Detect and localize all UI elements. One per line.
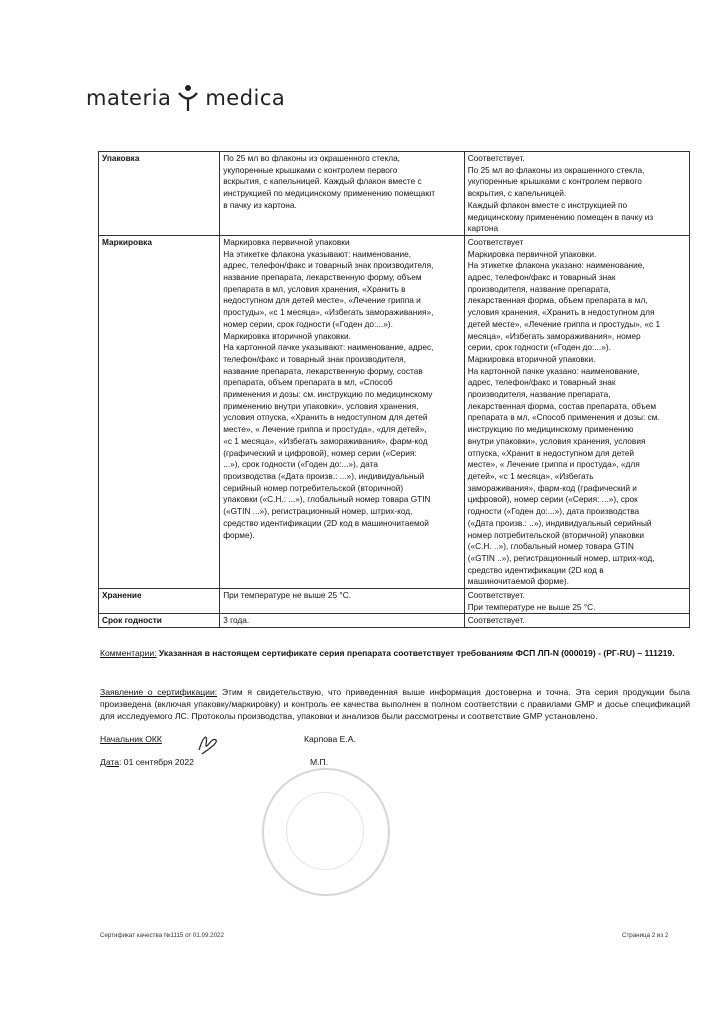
cell-line: машиночитаемой форме).	[467, 576, 569, 587]
logo-text-left: materia	[86, 86, 172, 110]
result-cell	[464, 614, 689, 628]
cell-line: инструкцией по медицинскому применению помещают	[223, 188, 436, 199]
row-label: Упаковка	[99, 152, 220, 236]
cell-line: упаковки («С.Н.: ...»), глобальный номер товара GTIN	[223, 494, 431, 505]
cell-line: лекарственная форма, объем препарата в мл,	[467, 295, 648, 306]
statement-text: Этим я свидетельствую, что приведенная выше информация достоверна и точна. Эта серия продукции была произведена (включая упаковку/маркировку) и контроль ее качества выполнен в полном соответствии с правилами GMP и досье спецификаций для исследуемого ЛС. Протоколы производства, упаковки и анализов были рассмотрены и соответствие GMP установлено.	[100, 687, 690, 721]
cell-line: Соответствует.	[467, 615, 525, 626]
cell-line: применения и дозы: см. инструкцию по медицинскому	[223, 389, 433, 400]
logo-text-right: medica	[205, 86, 286, 110]
cell-line: средство идентификации (2D код в машиночитаемой	[223, 517, 429, 528]
requirement-cell	[220, 152, 464, 236]
date-value: : 01 сентября 2022	[119, 757, 194, 767]
cell-line: серии, срок годности («Годен до:...»).	[467, 342, 611, 353]
cell-line: адрес, телефон/факс и товарный знак	[467, 272, 616, 283]
cell-line: простуды», «с 1 месяца», «Избегать замораживания»,	[223, 307, 434, 318]
table-row	[99, 152, 690, 236]
cell-line: вскрытия, с капельницей. Каждый флакон вместе с	[223, 176, 422, 187]
cell-line: Соответствует	[467, 236, 524, 247]
cell-line: средство идентификации (2D код в	[467, 564, 604, 575]
comment-text: Указанная в настоящем сертификате серия препарата соответствует требованиям ФСП ЛП-N (000019) - (РГ-RU) – 111219.	[156, 648, 675, 658]
footer-page-number: Страница 2 из 2	[622, 932, 669, 939]
cell-line: цифровой), номер серии («Серия: ...»), срок	[467, 494, 638, 505]
official-stamp	[262, 768, 390, 896]
cell-line: производства («Дата произв.: ...»), индивидуальный	[223, 470, 425, 481]
cell-line: Каждый флакон вместе с инструкцией по	[467, 199, 628, 210]
cell-line: форме).	[223, 529, 255, 540]
cell-line: недоступном для детей месте», «Лечение гриппа и	[223, 295, 421, 306]
cell-line: адрес, телефон/факс и товарный знак	[467, 377, 616, 388]
signatory-role: Начальник ОКК	[100, 734, 162, 744]
cell-line: укупоренные крышками с контролем первого	[223, 164, 398, 175]
cell-line: ...»), срок годности («Годен до:...»), дата	[223, 459, 378, 470]
cell-line: название препарата, лекарственную форму, объем	[223, 272, 422, 283]
cell-line: месяца», «Избегать замораживания», номер	[467, 330, 641, 341]
cell-line: («Дата произв.: ..»), индивидуальный серийный	[467, 517, 652, 528]
statement-label: Заявление о сертификации:	[100, 687, 218, 697]
cell-line: годности («Годен до:...»), дата производства	[467, 506, 640, 517]
cell-line: в пачку из картона.	[223, 199, 297, 210]
cell-line: На этикетке флакона указывают: наименование,	[223, 248, 412, 259]
logo-figure-icon	[177, 84, 199, 112]
cell-line: адрес, телефон/факс и товарный знак производителя,	[223, 260, 434, 271]
cell-line: инструкцию по медицинскому применению	[467, 424, 634, 435]
cell-line: На картонной пачке указано: наименование,	[467, 365, 640, 376]
cell-line: месте», « Лечение гриппа и простуда», «для	[467, 459, 640, 470]
cell-line: медицинскому применению помещен в пачку из	[467, 211, 654, 222]
signature-icon	[196, 730, 220, 756]
cell-line: лекарственная форма, состав препарата, объем	[467, 400, 657, 411]
signatory-name: Карпова Е.А.	[304, 734, 356, 744]
cell-line: внутри упаковки», условия хранения, условия	[467, 435, 646, 446]
cell-line: отпуска, «Хранит в недоступном для детей	[467, 447, 635, 458]
specification-table	[98, 151, 690, 628]
cell-line: производителя, название препарата,	[467, 389, 611, 400]
requirement-cell	[220, 614, 464, 628]
cell-line: условия отпуска, «Хранить в недоступном для детей	[223, 412, 428, 423]
certification-statement	[100, 686, 690, 722]
table-row	[99, 614, 690, 628]
requirement-cell	[220, 589, 464, 614]
cell-line: По 25 мл во флаконы из окрашенного стекла,	[467, 164, 645, 175]
row-label: Хранение	[99, 589, 220, 614]
cell-line: («С.Н. ..»), глобальный номер товара GTIN	[467, 541, 634, 552]
cell-line: номер серии, срок годности («Годен до:...»).	[223, 318, 393, 329]
cell-line: препарата, объем препарата в мл, «Способ	[223, 377, 393, 388]
cell-line: укупоренные крышками с контролем первого	[467, 176, 642, 187]
cell-line: месте», « Лечение гриппа и простуда», «для детей»,	[223, 424, 427, 435]
comment-paragraph	[100, 647, 690, 659]
cell-line: При температуре не выше 25 °С.	[467, 601, 596, 612]
cell-line: условия хранения, «Хранить в недоступном для	[467, 307, 655, 318]
row-label: Маркировка	[99, 235, 220, 588]
cell-line: По 25 мл во флаконы из окрашенного стекла,	[223, 153, 400, 163]
cell-line: «с 1 месяца», «Избегать замораживания», фарм-код	[223, 435, 428, 446]
cell-line: Маркировка первичной упаковки.	[467, 248, 597, 259]
date-label: Дата	[100, 757, 120, 767]
cell-line: картона	[467, 223, 499, 234]
result-cell	[464, 235, 689, 588]
date-line	[100, 757, 194, 767]
cell-line: замораживания», фарм-код (графический и	[467, 482, 637, 493]
cell-line: препарата в мл, условия хранения, «Хранить в	[223, 283, 406, 294]
cell-line: название препарата, лекарственную форму, состав	[223, 365, 423, 376]
cell-line: Маркировка первичной упаковки	[223, 236, 350, 247]
cell-line: детей», «с 1 месяца», «Избегать	[467, 470, 594, 481]
cell-line: телефон/факс и товарный знак производителя,	[223, 353, 406, 364]
cell-line: Маркировка вторичной упаковки.	[467, 353, 596, 364]
footer-certificate: Сертификат качества №1115 от 01.09.2022	[100, 932, 224, 939]
cell-line: На картонной пачке указывают: наименование, адрес,	[223, 342, 434, 353]
cell-line: 3 года.	[223, 615, 250, 626]
cell-line: При температуре не выше 25 °С.	[223, 590, 351, 601]
cell-line: Соответствует.	[467, 590, 525, 601]
stamp-place-label: М.П.	[310, 757, 329, 767]
cell-line: Маркировка вторичной упаковки.	[223, 330, 351, 341]
cell-line: применению внутри упаковки», условия хранения,	[223, 400, 419, 411]
comment-label: Комментарии:	[100, 648, 157, 658]
requirement-cell	[220, 235, 464, 588]
table-row	[99, 589, 690, 614]
row-label: Срок годности	[99, 614, 220, 628]
cell-line: вскрытия, с капельницей.	[467, 188, 567, 199]
result-cell	[464, 152, 689, 236]
cell-line: серийный номер потребительской (вторичной)	[223, 482, 404, 493]
cell-line: Соответствует.	[467, 153, 525, 163]
cell-line: производителя, название препарата,	[467, 283, 611, 294]
cell-line: препарата в мл, «Способ применения и дозы: см.	[467, 412, 660, 423]
cell-line: детей месте», «Лечение гриппа и простуды», «с 1	[467, 318, 661, 329]
cell-line: номер потребительской (вторичной) упаковки	[467, 529, 645, 540]
cell-line: (графический и цифровой), номер серии («Серия:	[223, 447, 417, 458]
result-cell	[464, 589, 689, 614]
cell-line: («GTIN ..»), регистрационный номер, штрих-код,	[467, 552, 655, 563]
cell-line: На этикетке флакона указано: наименование,	[467, 260, 645, 271]
cell-line: («GTIN ...»), регистрационный номер, штрих-код,	[223, 506, 413, 517]
table-row	[99, 235, 690, 588]
company-logo	[86, 84, 285, 112]
